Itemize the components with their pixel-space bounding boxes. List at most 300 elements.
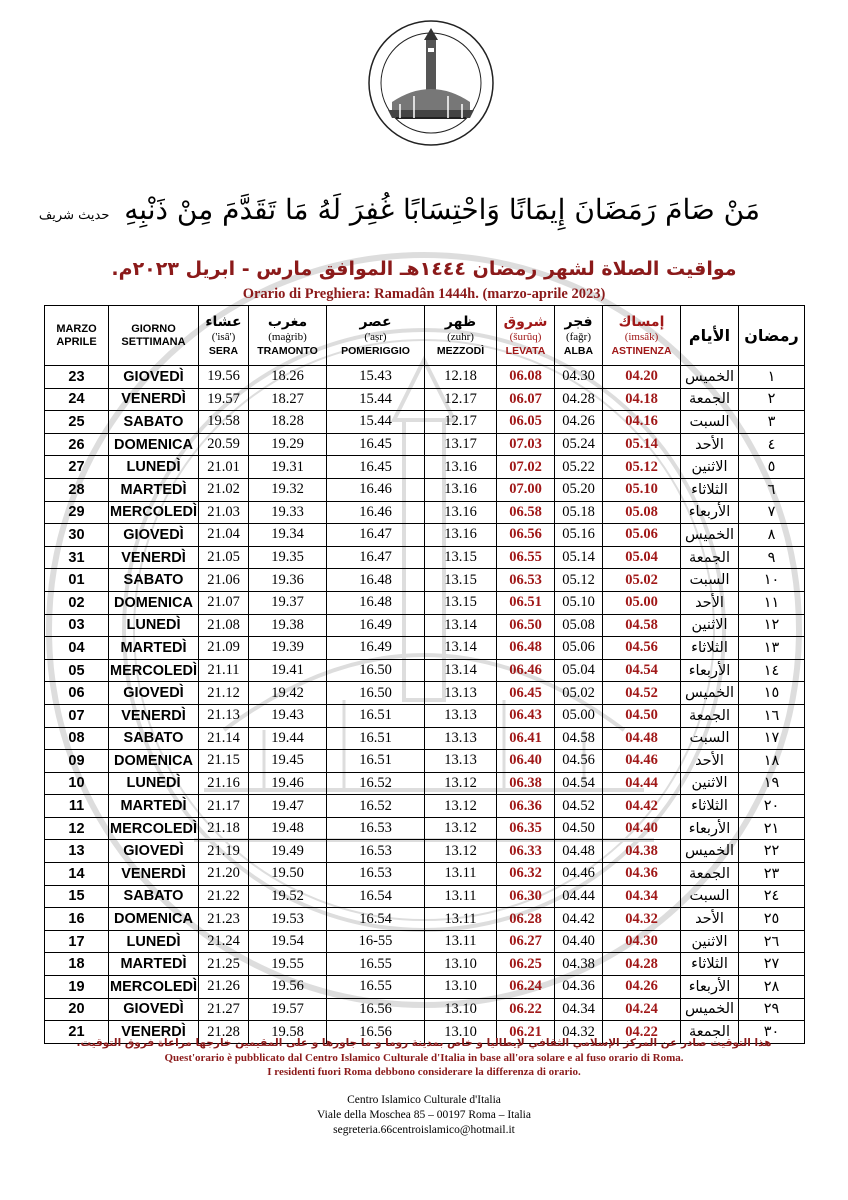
cell-ramadan-day: ٣: [739, 411, 805, 434]
cell-asr: 16.49: [327, 637, 425, 660]
cell-day-arabic: الخميس: [681, 366, 739, 389]
hadith-source: حديث شريف: [38, 208, 110, 223]
cell-isha: 21.15: [199, 750, 249, 773]
cell-asr: 16.50: [327, 682, 425, 705]
cell-zuhr: 12.17: [425, 411, 497, 434]
cell-ramadan-day: ٨: [739, 524, 805, 547]
cell-isha: 21.08: [199, 614, 249, 637]
cell-maghrib: 18.28: [249, 411, 327, 434]
cell-date: 26: [45, 433, 109, 456]
cell-shuruq: 07.03: [497, 433, 555, 456]
cell-zuhr: 13.12: [425, 817, 497, 840]
cell-giorno: LUNEDÌ: [109, 772, 199, 795]
table-row: [45, 885, 805, 908]
cell-giorno: GIOVEDÌ: [109, 998, 199, 1021]
cell-zuhr: 13.11: [425, 885, 497, 908]
table-row: [45, 772, 805, 795]
cell-giorno: LUNEDÌ: [109, 456, 199, 479]
cell-asr: 16.52: [327, 795, 425, 818]
cell-day-arabic: الأربعاء: [681, 501, 739, 524]
cell-zuhr: 13.15: [425, 546, 497, 569]
cell-shuruq: 07.02: [497, 456, 555, 479]
cell-asr: 16.53: [327, 817, 425, 840]
cell-fajr: 04.36: [555, 976, 603, 999]
header-giorno: GIORNO SETTIMANA: [109, 306, 199, 366]
cell-asr: 16.51: [327, 704, 425, 727]
cell-maghrib: 19.41: [249, 659, 327, 682]
cell-maghrib: 19.55: [249, 953, 327, 976]
cell-zuhr: 13.12: [425, 795, 497, 818]
table-row: [45, 614, 805, 637]
cell-giorno: SABATO: [109, 727, 199, 750]
cell-asr: 16.45: [327, 433, 425, 456]
table-row: [45, 524, 805, 547]
cell-day-arabic: الثلاثاء: [681, 795, 739, 818]
cell-shuruq: 06.51: [497, 591, 555, 614]
cell-imsak: 04.58: [603, 614, 681, 637]
cell-date: 13: [45, 840, 109, 863]
note-italian-2: I residenti fuori Roma debbono considerare la differenza di orario.: [267, 1066, 581, 1078]
cell-fajr: 04.56: [555, 750, 603, 773]
header-isha: عشاء ('isâ') SERA: [199, 306, 249, 366]
cell-giorno: DOMENICA: [109, 908, 199, 931]
cell-zuhr: 13.14: [425, 614, 497, 637]
cell-maghrib: 19.52: [249, 885, 327, 908]
table-row: [45, 750, 805, 773]
cell-ramadan-day: ٤: [739, 433, 805, 456]
cell-ramadan-day: ٦: [739, 478, 805, 501]
cell-fajr: 04.58: [555, 727, 603, 750]
cell-ramadan-day: ١٦: [739, 704, 805, 727]
cell-isha: 21.02: [199, 478, 249, 501]
cell-day-arabic: الاثنين: [681, 772, 739, 795]
cell-maghrib: 18.26: [249, 366, 327, 389]
cell-imsak: 04.26: [603, 976, 681, 999]
cell-giorno: MERCOLEDÌ: [109, 817, 199, 840]
cell-zuhr: 13.11: [425, 863, 497, 886]
cell-day-arabic: الأربعاء: [681, 659, 739, 682]
cell-zuhr: 13.16: [425, 501, 497, 524]
cell-imsak: 05.00: [603, 591, 681, 614]
cell-asr: 16.54: [327, 885, 425, 908]
cell-isha: 21.28: [199, 1021, 249, 1044]
header-shuruq: شروق (šurûq) LEVATA: [497, 306, 555, 366]
cell-giorno: LUNEDÌ: [109, 614, 199, 637]
cell-giorno: SABATO: [109, 885, 199, 908]
cell-day-arabic: الخميس: [681, 682, 739, 705]
cell-imsak: 05.08: [603, 501, 681, 524]
table-row: [45, 366, 805, 389]
header-imsak: إمساك (imsâk) ASTINENZA: [603, 306, 681, 366]
cell-maghrib: 19.39: [249, 637, 327, 660]
table-row: [45, 863, 805, 886]
cell-date: 06: [45, 682, 109, 705]
cell-fajr: 05.12: [555, 569, 603, 592]
cell-asr: 16.53: [327, 840, 425, 863]
cell-ramadan-day: ١٥: [739, 682, 805, 705]
table-row: [45, 501, 805, 524]
table-row: [45, 433, 805, 456]
cell-giorno: DOMENICA: [109, 750, 199, 773]
cell-imsak: 04.24: [603, 998, 681, 1021]
cell-ramadan-day: ٥: [739, 456, 805, 479]
header-ayyam: الأيام: [681, 306, 739, 366]
cell-day-arabic: الاثنين: [681, 614, 739, 637]
header-maghrib: مغرب (maġrib) TRAMONTO: [249, 306, 327, 366]
cell-date: 04: [45, 637, 109, 660]
cell-maghrib: 19.58: [249, 1021, 327, 1044]
cell-isha: 19.58: [199, 411, 249, 434]
cell-date: 17: [45, 930, 109, 953]
cell-isha: 20.59: [199, 433, 249, 456]
cell-shuruq: 06.21: [497, 1021, 555, 1044]
cell-imsak: 04.38: [603, 840, 681, 863]
cell-day-arabic: الخميس: [681, 998, 739, 1021]
cell-ramadan-day: ٢٨: [739, 976, 805, 999]
cell-isha: 21.22: [199, 885, 249, 908]
cell-fajr: 04.52: [555, 795, 603, 818]
cell-zuhr: 13.15: [425, 569, 497, 592]
cell-date: 24: [45, 388, 109, 411]
cell-giorno: DOMENICA: [109, 433, 199, 456]
cell-day-arabic: الجمعة: [681, 863, 739, 886]
notes: [0, 1036, 848, 1079]
cell-giorno: MARTEDÌ: [109, 795, 199, 818]
cell-shuruq: 06.33: [497, 840, 555, 863]
cell-fajr: 04.30: [555, 366, 603, 389]
cell-day-arabic: الخميس: [681, 840, 739, 863]
cell-date: 05: [45, 659, 109, 682]
cell-asr: 16.55: [327, 976, 425, 999]
cell-maghrib: 19.56: [249, 976, 327, 999]
cell-zuhr: 13.16: [425, 478, 497, 501]
cell-day-arabic: الأحد: [681, 750, 739, 773]
cell-shuruq: 06.56: [497, 524, 555, 547]
cell-asr: 16.52: [327, 772, 425, 795]
header-date: MARZO APRILE: [45, 306, 109, 366]
cell-isha: 21.25: [199, 953, 249, 976]
cell-date: 23: [45, 366, 109, 389]
cell-fajr: 05.08: [555, 614, 603, 637]
cell-date: 31: [45, 546, 109, 569]
cell-asr: 16.46: [327, 501, 425, 524]
cell-zuhr: 13.12: [425, 772, 497, 795]
cell-imsak: 04.32: [603, 908, 681, 931]
cell-ramadan-day: ٢٤: [739, 885, 805, 908]
cell-fajr: 04.50: [555, 817, 603, 840]
cell-giorno: VENERDÌ: [109, 863, 199, 886]
cell-ramadan-day: ١١: [739, 591, 805, 614]
cell-ramadan-day: ١٨: [739, 750, 805, 773]
cell-shuruq: 06.53: [497, 569, 555, 592]
table-row: [45, 569, 805, 592]
cell-giorno: DOMENICA: [109, 591, 199, 614]
cell-shuruq: 06.46: [497, 659, 555, 682]
cell-imsak: 05.02: [603, 569, 681, 592]
cell-date: 21: [45, 1021, 109, 1044]
cell-fajr: 05.06: [555, 637, 603, 660]
cell-shuruq: 06.32: [497, 863, 555, 886]
cell-ramadan-day: ١٣: [739, 637, 805, 660]
cell-maghrib: 19.32: [249, 478, 327, 501]
table-row: [45, 930, 805, 953]
hadith-calligraphy: [38, 190, 760, 236]
cell-giorno: MERCOLEDÌ: [109, 501, 199, 524]
cell-asr: 16.47: [327, 546, 425, 569]
title-arabic: مواقيت الصلاة لشهر رمضان ١٤٤٤هـ الموافق مارس - ابريل ٢٠٢٣م.: [111, 258, 737, 280]
cell-giorno: GIOVEDÌ: [109, 524, 199, 547]
cell-asr: 16.48: [327, 591, 425, 614]
cell-maghrib: 19.48: [249, 817, 327, 840]
cell-ramadan-day: ٢٠: [739, 795, 805, 818]
cell-date: 14: [45, 863, 109, 886]
cell-date: 25: [45, 411, 109, 434]
table-row: [45, 591, 805, 614]
cell-shuruq: 06.30: [497, 885, 555, 908]
cell-shuruq: 06.25: [497, 953, 555, 976]
cell-isha: 21.05: [199, 546, 249, 569]
cell-imsak: 04.42: [603, 795, 681, 818]
cell-fajr: 04.42: [555, 908, 603, 931]
cell-maghrib: 18.27: [249, 388, 327, 411]
title-italian: Orario di Preghiera: Ramadân 1444h. (marzo-aprile 2023): [242, 286, 606, 302]
cell-date: 19: [45, 976, 109, 999]
cell-fajr: 04.44: [555, 885, 603, 908]
cell-zuhr: 13.13: [425, 704, 497, 727]
cell-giorno: VENERDÌ: [109, 546, 199, 569]
cell-ramadan-day: ٢٩: [739, 998, 805, 1021]
cell-giorno: VENERDÌ: [109, 704, 199, 727]
cell-maghrib: 19.45: [249, 750, 327, 773]
cell-date: 15: [45, 885, 109, 908]
cell-shuruq: 06.35: [497, 817, 555, 840]
cell-shuruq: 06.22: [497, 998, 555, 1021]
cell-asr: 16.51: [327, 750, 425, 773]
cell-ramadan-day: ٢١: [739, 817, 805, 840]
cell-date: 03: [45, 614, 109, 637]
table-row: [45, 795, 805, 818]
cell-isha: 21.12: [199, 682, 249, 705]
cell-date: 02: [45, 591, 109, 614]
table-row: [45, 411, 805, 434]
cell-ramadan-day: ١٤: [739, 659, 805, 682]
cell-imsak: 04.52: [603, 682, 681, 705]
cell-isha: 19.57: [199, 388, 249, 411]
cell-isha: 21.14: [199, 727, 249, 750]
cell-fajr: 04.54: [555, 772, 603, 795]
cell-ramadan-day: ٢: [739, 388, 805, 411]
cell-giorno: GIOVEDÌ: [109, 840, 199, 863]
cell-fajr: 05.16: [555, 524, 603, 547]
hadith-text: مَنْ صَامَ رَمَضَانَ إِيمَانًا وَاحْتِسَابًا غُفِرَ لَهُ مَا تَقَدَّمَ مِنْ ذَنْبِهِ: [124, 193, 760, 226]
cell-fajr: 04.40: [555, 930, 603, 953]
cell-giorno: MARTEDÌ: [109, 637, 199, 660]
footer-email: segreteria.66centroislamico@hotmail.it: [333, 1124, 515, 1136]
cell-isha: 21.18: [199, 817, 249, 840]
table-row: [45, 976, 805, 999]
cell-zuhr: 13.15: [425, 591, 497, 614]
cell-date: 16: [45, 908, 109, 931]
cell-isha: 21.03: [199, 501, 249, 524]
cell-maghrib: 19.46: [249, 772, 327, 795]
cell-isha: 21.23: [199, 908, 249, 931]
cell-day-arabic: الجمعة: [681, 388, 739, 411]
cell-giorno: LUNEDÌ: [109, 930, 199, 953]
cell-day-arabic: الأربعاء: [681, 976, 739, 999]
cell-day-arabic: الخميس: [681, 524, 739, 547]
cell-maghrib: 19.47: [249, 795, 327, 818]
cell-giorno: MARTEDÌ: [109, 478, 199, 501]
cell-shuruq: 06.58: [497, 501, 555, 524]
cell-maghrib: 19.34: [249, 524, 327, 547]
cell-day-arabic: الثلاثاء: [681, 637, 739, 660]
cell-shuruq: 06.36: [497, 795, 555, 818]
cell-shuruq: 06.08: [497, 366, 555, 389]
cell-isha: 21.26: [199, 976, 249, 999]
cell-zuhr: 12.18: [425, 366, 497, 389]
cell-isha: 21.20: [199, 863, 249, 886]
cell-day-arabic: الأحد: [681, 591, 739, 614]
cell-fajr: 04.26: [555, 411, 603, 434]
cell-shuruq: 06.48: [497, 637, 555, 660]
cell-ramadan-day: ١٢: [739, 614, 805, 637]
table-row: [45, 478, 805, 501]
cell-isha: 21.01: [199, 456, 249, 479]
cell-fajr: 04.46: [555, 863, 603, 886]
note-arabic: هذا التوقيت صادر عن المركز الإسلامي الثقافي لإيطاليا و خاص بمدينة روما و ما جاورها و على المقيمين خارجها مراعاة فروق التوقيت.: [76, 1037, 772, 1049]
cell-date: 11: [45, 795, 109, 818]
cell-imsak: 04.20: [603, 366, 681, 389]
cell-maghrib: 19.49: [249, 840, 327, 863]
cell-date: 27: [45, 456, 109, 479]
cell-maghrib: 19.38: [249, 614, 327, 637]
cell-imsak: 04.16: [603, 411, 681, 434]
cell-zuhr: 12.17: [425, 388, 497, 411]
cell-fajr: 05.02: [555, 682, 603, 705]
cell-imsak: 04.18: [603, 388, 681, 411]
cell-isha: 21.17: [199, 795, 249, 818]
cell-date: 09: [45, 750, 109, 773]
cell-ramadan-day: ١٠: [739, 569, 805, 592]
cell-imsak: 05.04: [603, 546, 681, 569]
cell-zuhr: 13.10: [425, 953, 497, 976]
cell-shuruq: 06.45: [497, 682, 555, 705]
header-zuhr: ظهر (zuhr) MEZZODÌ: [425, 306, 497, 366]
cell-imsak: 04.40: [603, 817, 681, 840]
cell-day-arabic: الاثنين: [681, 456, 739, 479]
cell-ramadan-day: ١: [739, 366, 805, 389]
cell-fajr: 05.22: [555, 456, 603, 479]
footer: [0, 1093, 848, 1138]
cell-ramadan-day: ٢٢: [739, 840, 805, 863]
cell-maghrib: 19.43: [249, 704, 327, 727]
cell-maghrib: 19.29: [249, 433, 327, 456]
cell-asr: 16.54: [327, 908, 425, 931]
cell-date: 28: [45, 478, 109, 501]
cell-shuruq: 06.27: [497, 930, 555, 953]
cell-fajr: 05.04: [555, 659, 603, 682]
cell-isha: 21.11: [199, 659, 249, 682]
cell-zuhr: 13.13: [425, 750, 497, 773]
cell-imsak: 04.30: [603, 930, 681, 953]
cell-maghrib: 19.33: [249, 501, 327, 524]
cell-day-arabic: الأحد: [681, 908, 739, 931]
cell-shuruq: 07.00: [497, 478, 555, 501]
cell-date: 01: [45, 569, 109, 592]
cell-date: 18: [45, 953, 109, 976]
cell-zuhr: 13.10: [425, 976, 497, 999]
header-ramadan: رمضان: [739, 306, 805, 366]
cell-maghrib: 19.50: [249, 863, 327, 886]
cell-imsak: 04.50: [603, 704, 681, 727]
table-row: [45, 546, 805, 569]
cell-maghrib: 19.57: [249, 998, 327, 1021]
cell-zuhr: 13.13: [425, 682, 497, 705]
table-row: [45, 456, 805, 479]
header-fajr: فجر (faǧr) ALBA: [555, 306, 603, 366]
cell-imsak: 04.44: [603, 772, 681, 795]
cell-shuruq: 06.28: [497, 908, 555, 931]
cell-fajr: 05.18: [555, 501, 603, 524]
table-row: [45, 659, 805, 682]
cell-ramadan-day: ٢٣: [739, 863, 805, 886]
table-row: [45, 998, 805, 1021]
cell-asr: 15.44: [327, 411, 425, 434]
cell-imsak: 05.10: [603, 478, 681, 501]
cell-shuruq: 06.38: [497, 772, 555, 795]
centro-islamico-logo: [366, 18, 496, 148]
cell-giorno: GIOVEDÌ: [109, 366, 199, 389]
cell-isha: 21.09: [199, 637, 249, 660]
cell-imsak: 05.14: [603, 433, 681, 456]
footer-org: Centro Islamico Culturale d'Italia: [347, 1094, 501, 1106]
cell-isha: 21.27: [199, 998, 249, 1021]
cell-shuruq: 06.43: [497, 704, 555, 727]
cell-zuhr: 13.17: [425, 433, 497, 456]
cell-giorno: VENERDÌ: [109, 388, 199, 411]
cell-ramadan-day: ٣٠: [739, 1021, 805, 1044]
cell-asr: 15.43: [327, 366, 425, 389]
cell-shuruq: 06.05: [497, 411, 555, 434]
cell-day-arabic: الثلاثاء: [681, 478, 739, 501]
cell-date: 29: [45, 501, 109, 524]
cell-giorno: SABATO: [109, 411, 199, 434]
cell-asr: 16.51: [327, 727, 425, 750]
cell-isha: 21.19: [199, 840, 249, 863]
cell-day-arabic: الأحد: [681, 433, 739, 456]
cell-maghrib: 19.53: [249, 908, 327, 931]
cell-imsak: 05.06: [603, 524, 681, 547]
cell-zuhr: 13.14: [425, 659, 497, 682]
cell-imsak: 05.12: [603, 456, 681, 479]
cell-ramadan-day: ١٩: [739, 772, 805, 795]
cell-zuhr: 13.11: [425, 908, 497, 931]
cell-isha: 21.04: [199, 524, 249, 547]
cell-shuruq: 06.50: [497, 614, 555, 637]
cell-date: 10: [45, 772, 109, 795]
cell-giorno: MERCOLEDÌ: [109, 659, 199, 682]
cell-asr: 16.48: [327, 569, 425, 592]
cell-maghrib: 19.35: [249, 546, 327, 569]
cell-day-arabic: السبت: [681, 411, 739, 434]
cell-fajr: 05.14: [555, 546, 603, 569]
cell-ramadan-day: ٩: [739, 546, 805, 569]
table-row: [45, 637, 805, 660]
cell-maghrib: 19.31: [249, 456, 327, 479]
cell-fajr: 04.48: [555, 840, 603, 863]
cell-asr: 16.47: [327, 524, 425, 547]
cell-ramadan-day: ٧: [739, 501, 805, 524]
